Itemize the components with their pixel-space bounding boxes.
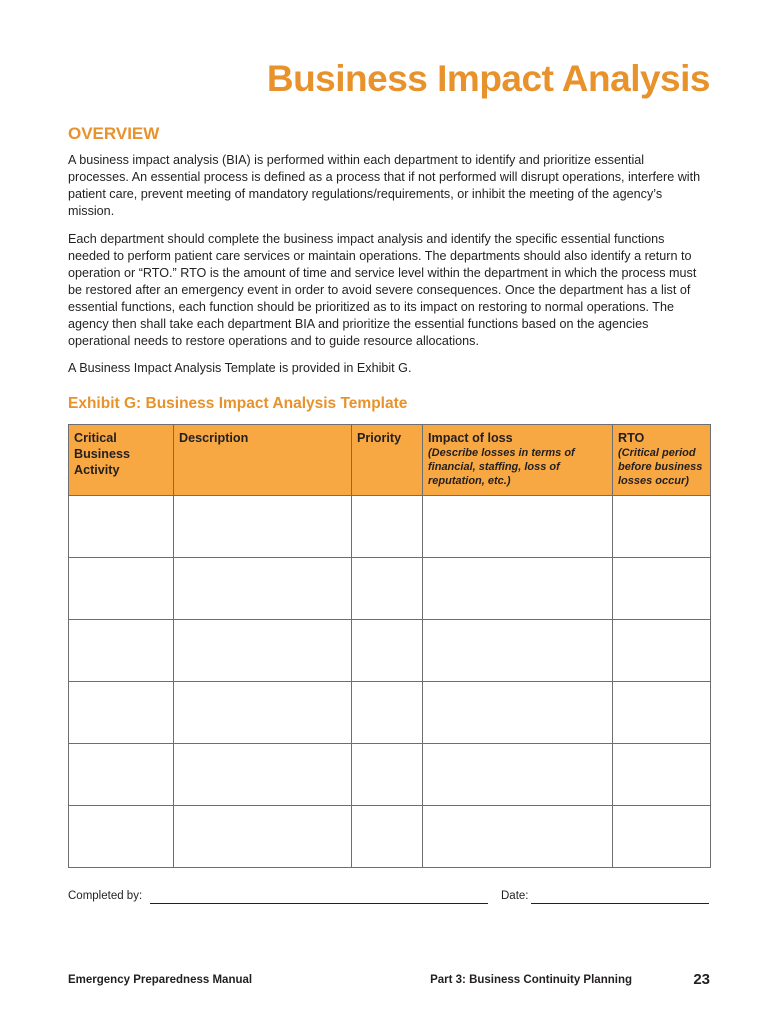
header-critical-business-activity xyxy=(69,425,174,496)
header-title: Critical Business Activity xyxy=(74,431,130,477)
table-cell[interactable] xyxy=(69,744,174,806)
header-title: Description xyxy=(179,431,249,445)
header-title: RTO xyxy=(618,431,645,445)
page-number: 23 xyxy=(693,971,710,988)
table-cell[interactable] xyxy=(174,558,352,620)
table-cell[interactable] xyxy=(174,682,352,744)
table-body xyxy=(69,496,711,868)
date-field[interactable] xyxy=(531,903,709,904)
table-row xyxy=(69,744,711,806)
header-rto xyxy=(613,425,711,496)
completed-by-label: Completed by: xyxy=(68,890,143,902)
bia-template-table xyxy=(68,424,711,868)
header-impact-of-loss xyxy=(423,425,613,496)
header-subtitle: (Critical period before business losses occur) xyxy=(618,447,703,487)
table-cell[interactable] xyxy=(69,558,174,620)
table-cell[interactable] xyxy=(613,558,711,620)
header-title: Priority xyxy=(357,431,402,445)
table-cell[interactable] xyxy=(174,620,352,682)
table-cell[interactable] xyxy=(69,496,174,558)
table-cell[interactable] xyxy=(423,682,613,744)
table-row xyxy=(69,558,711,620)
table-cell[interactable] xyxy=(423,806,613,868)
table-header-row xyxy=(69,425,711,496)
table-cell[interactable] xyxy=(352,682,423,744)
header-priority xyxy=(352,425,423,496)
table-cell[interactable] xyxy=(613,744,711,806)
overview-paragraph-3: A Business Impact Analysis Template is provided in Exhibit G. xyxy=(68,361,412,375)
date-label: Date: xyxy=(501,890,529,902)
table-cell[interactable] xyxy=(352,496,423,558)
header-description xyxy=(174,425,352,496)
table-cell[interactable] xyxy=(423,744,613,806)
overview-heading: OVERVIEW xyxy=(68,124,160,143)
table-row xyxy=(69,496,711,558)
table-cell[interactable] xyxy=(69,682,174,744)
table-row xyxy=(69,682,711,744)
table-cell[interactable] xyxy=(352,806,423,868)
table-cell[interactable] xyxy=(613,620,711,682)
table-cell[interactable] xyxy=(613,806,711,868)
header-subtitle: (Describe losses in terms of financial, staffing, loss of reputation, etc.) xyxy=(428,447,575,487)
overview-paragraph-2: Each department should complete the business impact analysis and identify the specific essential functions needed to perform patient care services or maintain operations. The departments should also identify a return to operation or “RTO.” RTO is the amount of time and service level within the department in which the process must be restored after an emergency event in order to avoid severe consequences. Once the department has a list of essential functions, each function should be prioritized as to its impact on restoring to normal operations. The agency then shall take each department BIA and prioritize the essential functions based on the agencies operational needs to restore operations and to guide resource allocations. xyxy=(68,232,697,348)
table-cell[interactable] xyxy=(352,620,423,682)
table-cell[interactable] xyxy=(613,496,711,558)
footer-section-title: Part 3: Business Continuity Planning xyxy=(430,974,632,986)
table-cell[interactable] xyxy=(174,806,352,868)
table-row xyxy=(69,620,711,682)
table-cell[interactable] xyxy=(352,744,423,806)
table-cell[interactable] xyxy=(423,558,613,620)
overview-paragraph-1: A business impact analysis (BIA) is performed within each department to identify and prioritize essential processes. An essential process is defined as a process that if not performed will disrupt operations, interfere with patient care, prevent meeting of mandatory regulations/requirements, or inhibit the meeting of the agency’s mission. xyxy=(68,153,701,218)
table-cell[interactable] xyxy=(352,558,423,620)
table-cell[interactable] xyxy=(423,496,613,558)
header-title: Impact of loss xyxy=(428,431,513,445)
page-title: Business Impact Analysis xyxy=(266,58,710,99)
exhibit-heading: Exhibit G: Business Impact Analysis Template xyxy=(68,395,408,412)
table-cell[interactable] xyxy=(69,806,174,868)
table-cell[interactable] xyxy=(613,682,711,744)
completed-by-field[interactable] xyxy=(150,903,488,904)
table-row xyxy=(69,806,711,868)
table-cell[interactable] xyxy=(69,620,174,682)
table-cell[interactable] xyxy=(174,744,352,806)
table-cell[interactable] xyxy=(174,496,352,558)
footer-manual-title: Emergency Preparedness Manual xyxy=(68,974,253,986)
table-cell[interactable] xyxy=(423,620,613,682)
